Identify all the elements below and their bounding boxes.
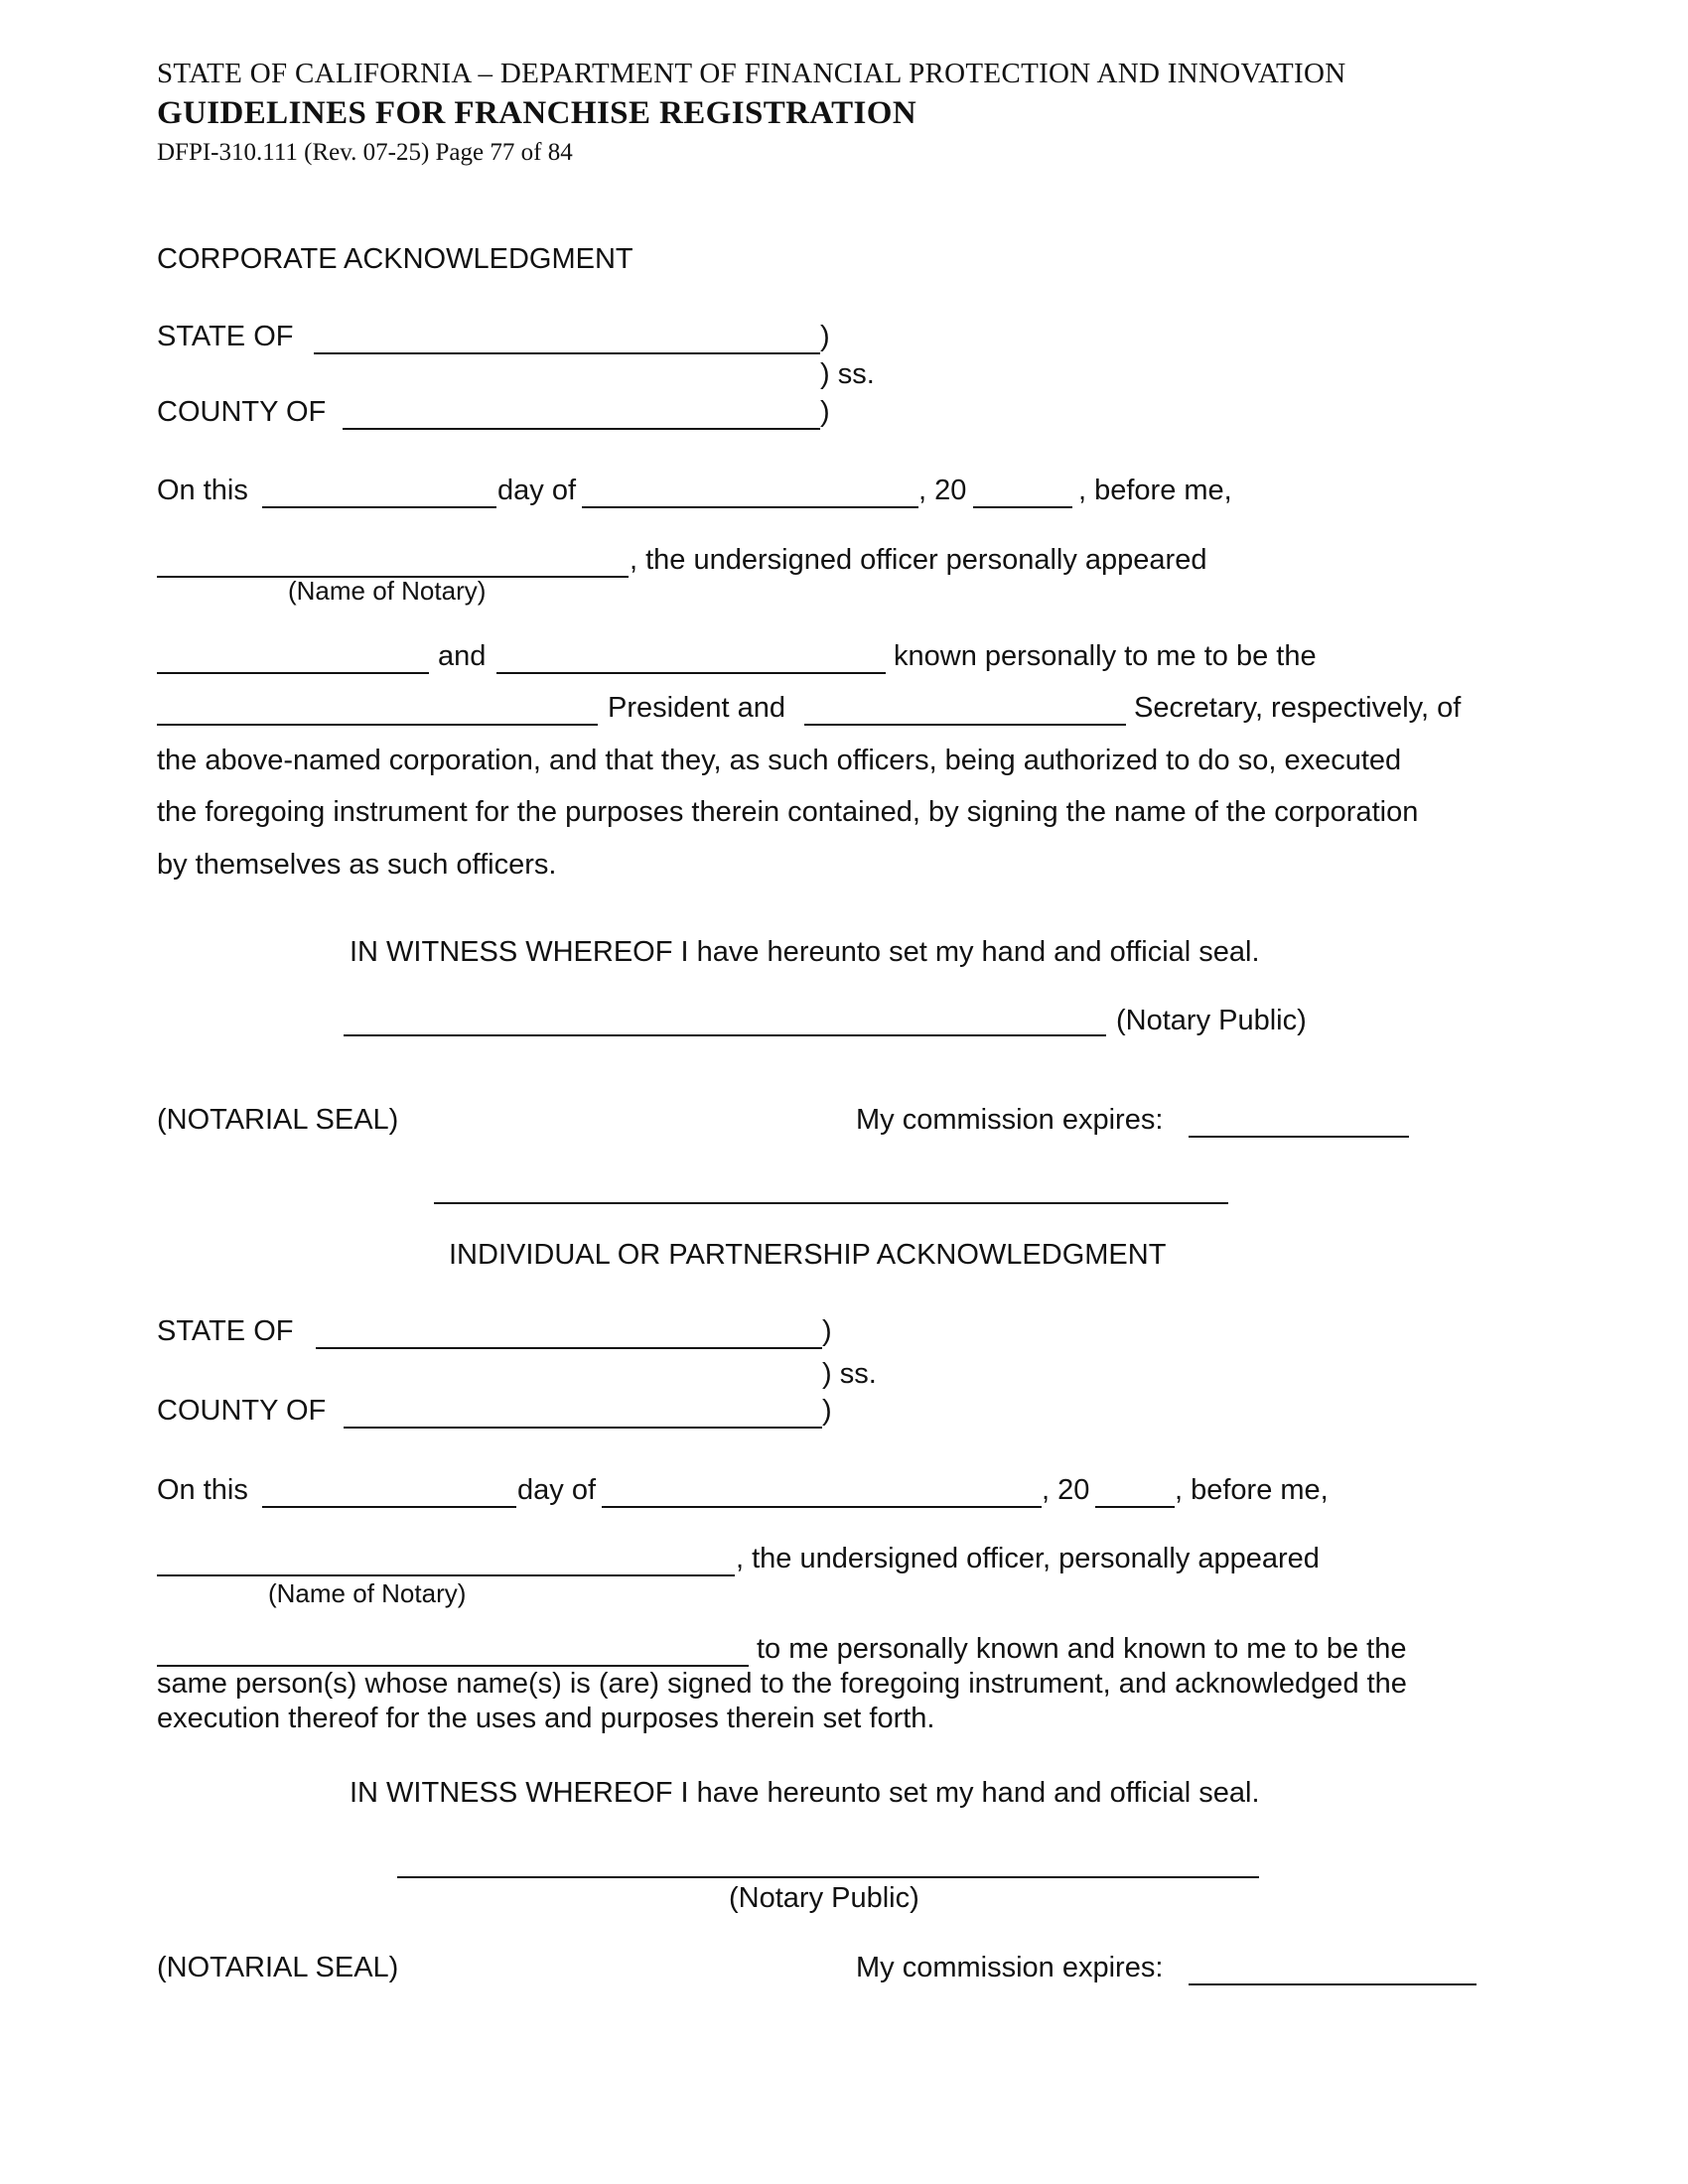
ind-day-field[interactable] [262,1506,516,1508]
corp-secretary-text: Secretary, respectively, of [1134,692,1462,724]
corp-undersigned-text: , the undersigned officer personally appeared [630,544,1207,576]
corp-county-field[interactable] [343,428,820,430]
ind-known-to-me: to me personally known and known to me to be the [757,1633,1407,1665]
corp-day-field[interactable] [262,506,496,508]
ind-notary-public: (Notary Public) [729,1882,919,1914]
corp-day-of: day of [497,475,576,506]
ind-on-this: On this [157,1474,248,1506]
corp-witness-text: IN WITNESS WHEREOF I have hereunto set my hand and official seal. [350,936,1260,968]
corp-person1-field[interactable] [157,672,429,674]
corp-person2-field[interactable] [496,672,886,674]
corp-president-field[interactable] [157,724,598,726]
ind-notary-signature-field[interactable] [397,1876,1259,1878]
ind-ss: ) ss. [822,1358,877,1390]
corp-body-line-1: the above-named corporation, and that they, as such officers, being authorized to do so, executed [157,745,1402,776]
corp-commission-label: My commission expires: [856,1104,1164,1136]
ind-state-paren: ) [822,1315,832,1347]
corp-notarial-seal: (NOTARIAL SEAL) [157,1104,399,1136]
corp-and: and [438,640,487,672]
corp-state-label: STATE OF [157,321,294,352]
ind-notarial-seal: (NOTARIAL SEAL) [157,1952,399,1983]
ind-state-label: STATE OF [157,1315,294,1347]
corporate-heading: CORPORATE ACKNOWLEDGMENT [157,243,633,275]
ind-year-prefix: , 20 [1042,1474,1090,1506]
corp-name-of-notary-caption: (Name of Notary) [288,576,487,606]
corp-year-prefix: , 20 [918,475,967,506]
ind-person-field[interactable] [157,1665,749,1667]
agency-header: STATE OF CALIFORNIA – DEPARTMENT OF FINANCIAL PROTECTION AND INNOVATION [157,58,1346,89]
corp-on-this: On this [157,475,248,506]
individual-heading: INDIVIDUAL OR PARTNERSHIP ACKNOWLEDGMENT [449,1239,1167,1271]
ind-undersigned-text: , the undersigned officer, personally appeared [736,1543,1320,1574]
ind-commission-label: My commission expires: [856,1952,1164,1983]
ind-witness-text: IN WITNESS WHEREOF I have hereunto set my hand and official seal. [350,1777,1260,1809]
corp-notary-signature-field[interactable] [344,1034,1106,1036]
corp-month-field[interactable] [582,506,918,508]
ind-body-line-1: same person(s) whose name(s) is (are) signed to the foregoing instrument, and acknowledged the [157,1668,1407,1700]
ind-body-line-2: execution thereof for the uses and purposes therein set forth. [157,1703,935,1734]
corp-state-field[interactable] [314,352,820,354]
document-title: GUIDELINES FOR FRANCHISE REGISTRATION [157,95,917,131]
ind-state-field[interactable] [316,1347,822,1349]
corp-body-line-2: the foregoing instrument for the purposes therein contained, by signing the name of the corporation [157,796,1419,828]
corp-notary-public: (Notary Public) [1116,1005,1307,1036]
ind-month-field[interactable] [602,1506,1042,1508]
ind-commission-field[interactable] [1189,1983,1477,1985]
corp-president-and: President and [608,692,785,724]
ind-name-of-notary-caption: (Name of Notary) [268,1578,467,1608]
ind-county-paren: ) [822,1395,832,1427]
corp-year-field[interactable] [973,506,1072,508]
corp-county-label: COUNTY OF [157,396,327,428]
corp-state-paren: ) [820,321,830,352]
corp-ss: ) ss. [820,358,875,390]
ind-year-field[interactable] [1095,1506,1175,1508]
corp-county-paren: ) [820,396,830,428]
corp-commission-field[interactable] [1189,1136,1409,1138]
form-reference: DFPI-310.111 (Rev. 07-25) Page 77 of 84 [157,139,573,166]
ind-county-field[interactable] [344,1427,822,1429]
corp-secretary-field[interactable] [804,724,1126,726]
ind-notary-name-field[interactable] [157,1574,735,1576]
ind-before-me: , before me, [1175,1474,1329,1506]
corp-body-line-3: by themselves as such officers. [157,849,557,881]
corp-known-personally: known personally to me to be the [894,640,1317,672]
section-separator [434,1202,1228,1204]
corp-before-me: , before me, [1078,475,1232,506]
ind-county-label: COUNTY OF [157,1395,327,1427]
ind-day-of: day of [517,1474,596,1506]
